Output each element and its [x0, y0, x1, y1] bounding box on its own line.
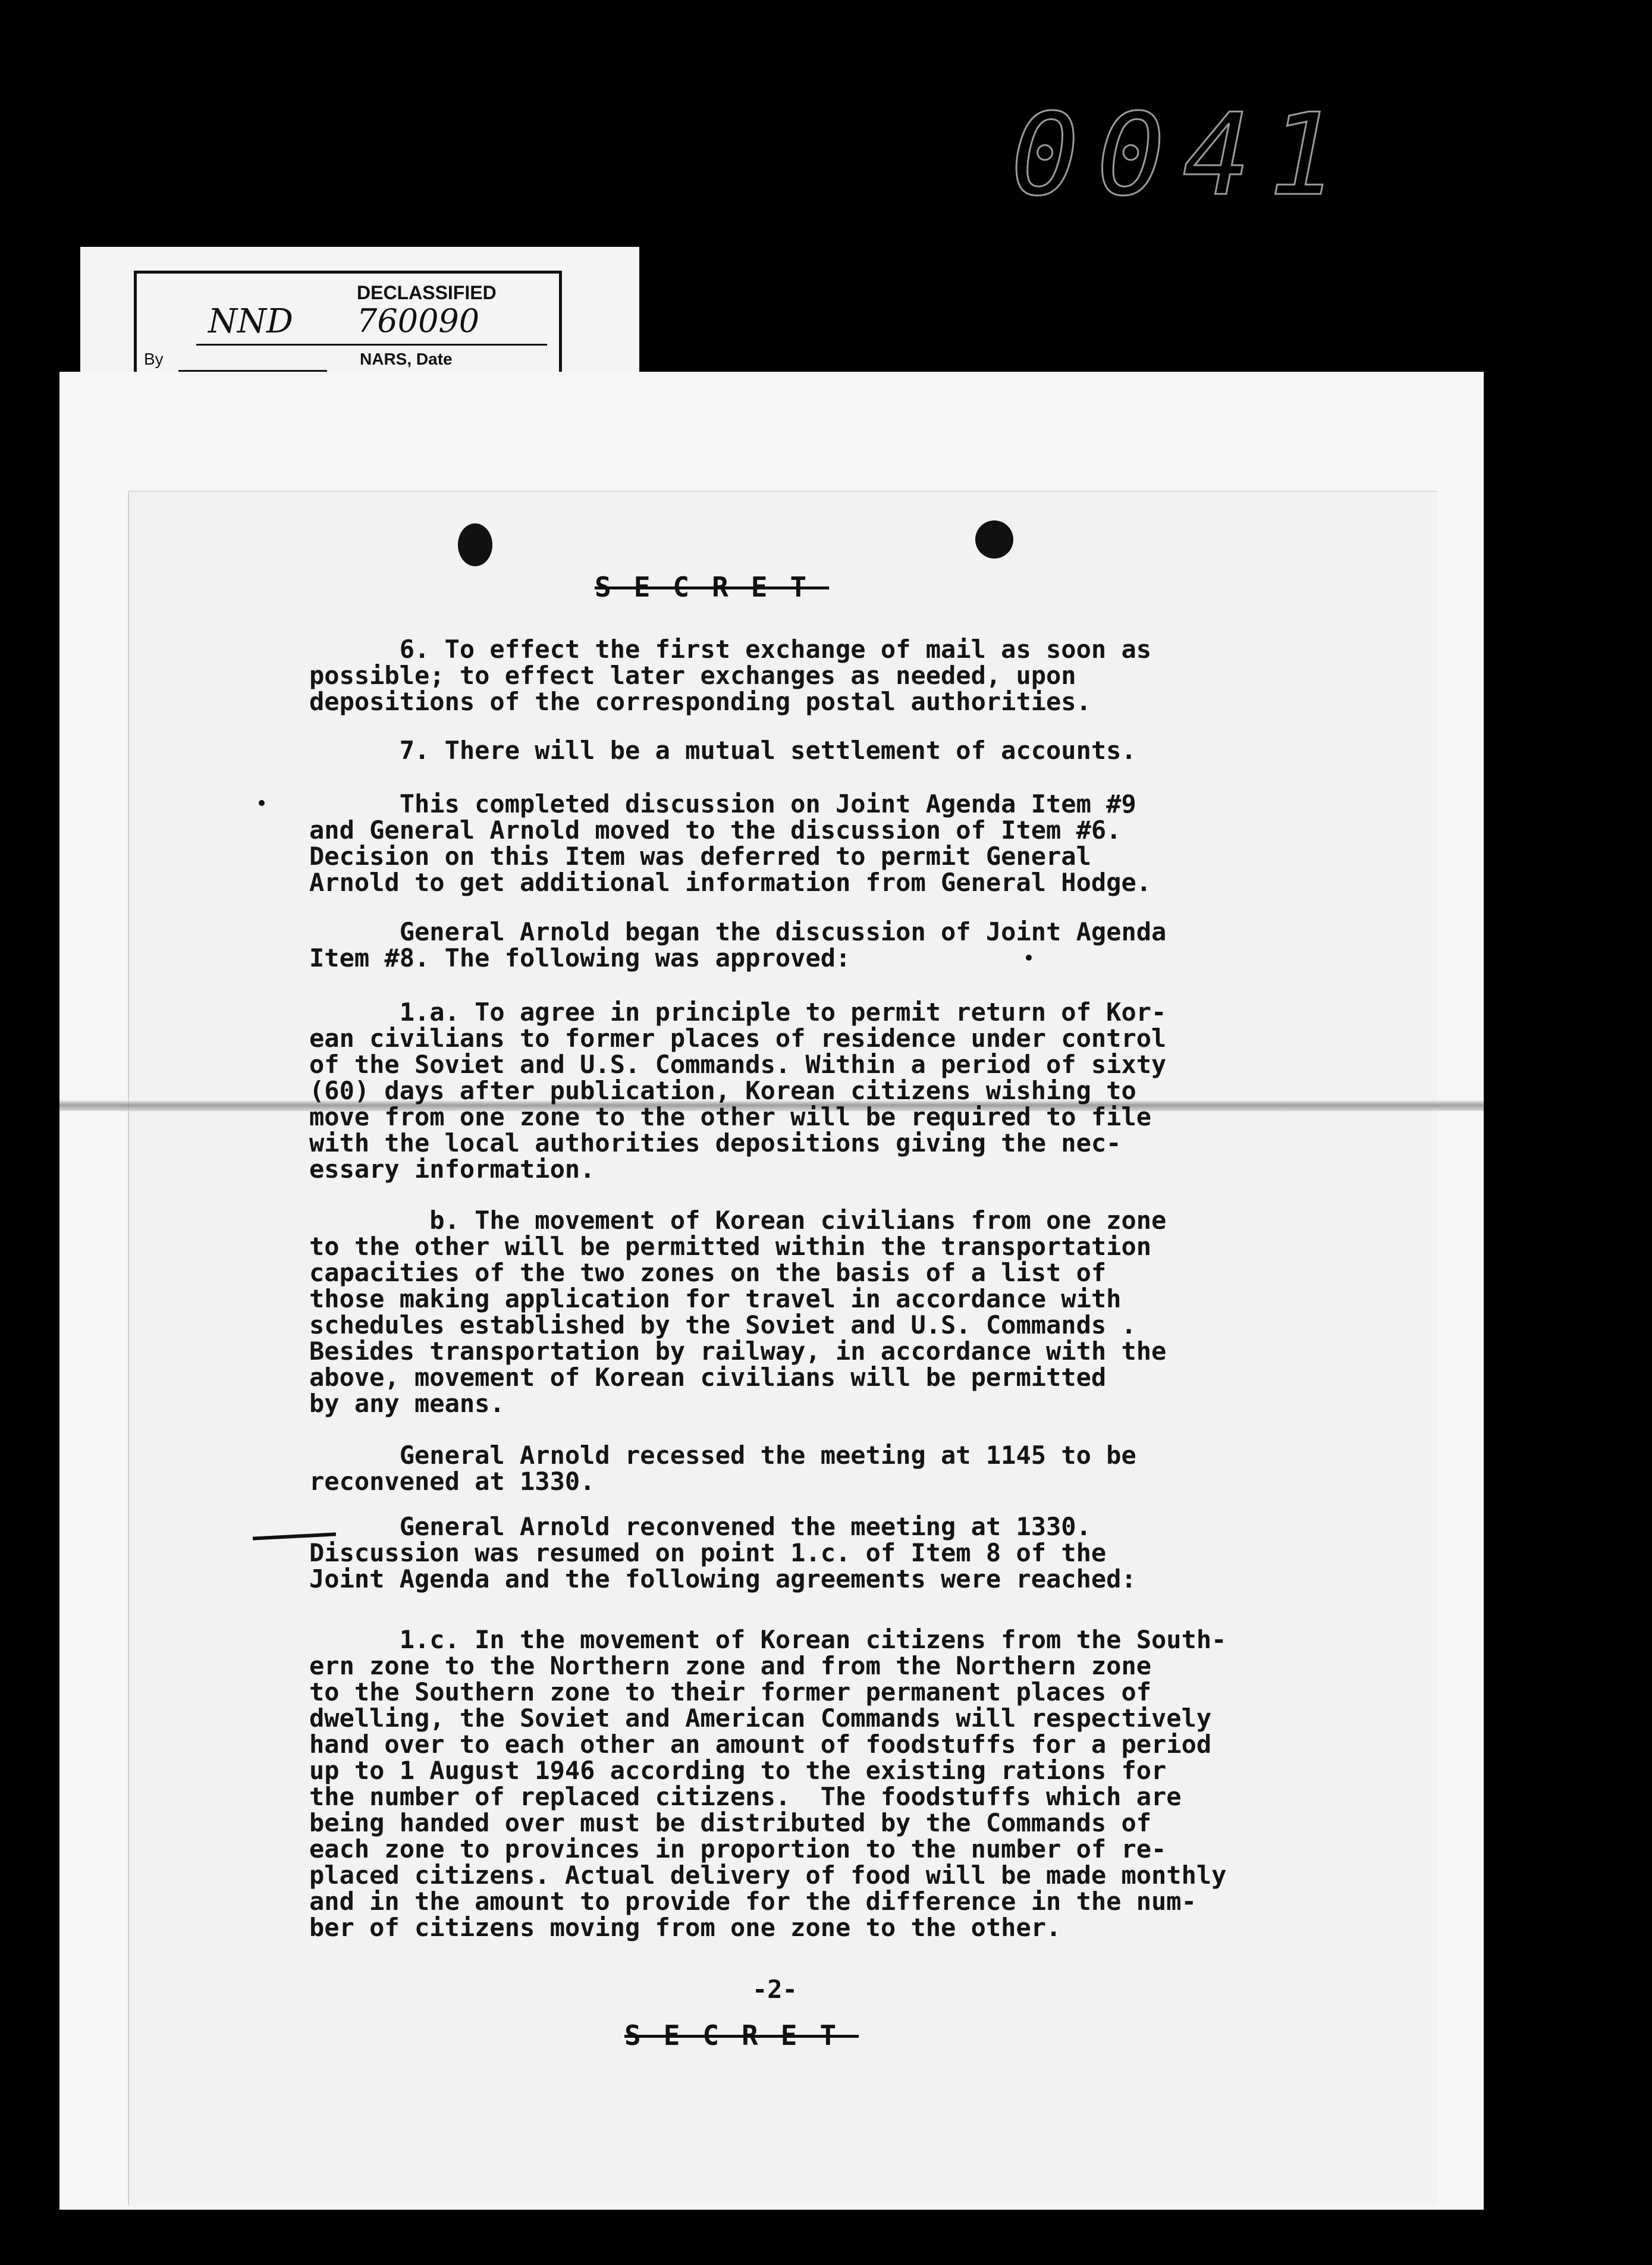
stamp-authority: NND: [208, 302, 293, 341]
secret-banner-top: SECRET: [595, 571, 830, 603]
punch-hole-right: [975, 520, 1013, 559]
paragraph-7: 7. There will be a mutual settlement of accounts.: [309, 736, 1136, 765]
stamp-number: 760090: [357, 302, 480, 340]
paragraph-1a: 1.a. To agree in principle to permit return of Kor- ean civilians to former places of residence under control of the Soviet and U.S. Commands. Within a period of sixty (60) days after publication, Korean citizens wishing to move from one zone to the other will be required to file with the local authorities depositions giving the nec- essary information.: [309, 997, 1167, 1184]
page-number: -2-: [752, 1975, 797, 2004]
paragraph-1b: b. The movement of Korean civilians from one zone to the other will be permitted within the transportation capacities of the two zones on the basis of a list of those making application for travel in accordance with schedules established by the Soviet and U.S. Commands . Besides transportation by railway, in accordance with the above, movement of Korean civilians will be permitted by any means.: [309, 1206, 1167, 1418]
declassification-stamp: [80, 247, 639, 390]
stamp-rule: [196, 344, 547, 346]
stamp-by-label: By: [144, 350, 164, 368]
secret-banner-bottom: SECRET: [624, 2019, 859, 2051]
paragraph-item-8: General Arnold began the discussion of Joint Agenda Item #8. The following was approved:: [309, 917, 1167, 972]
paragraph-reconvene: General Arnold reconvened the meeting at 1330. Discussion was resumed on point 1.c. of Item 8 of the Joint Agenda and the following agreements were reached:: [309, 1512, 1136, 1593]
paragraph-1c: 1.c. In the movement of Korean citizens from the South- ern zone to the Northern zone and from the Northern zone to the Southern zone to their former permanent places of dwelling, the Soviet and American Commands will respectively hand over to each other an amount of foodstuffs for a period up to 1 August 1946 according to the existing rations for the number of replaced citizens. The foodstuffs which are being handed over must be distributed by the Commands of each zone to provinces in proportion to the number of re- placed citizens. Actual delivery of food will be made monthly and in the amount to provide for the difference in the num- ber of citizens moving from one zone to the other.: [309, 1625, 1227, 1942]
paragraph-item-9: This completed discussion on Joint Agenda Item #9 and General Arnold moved to the discussion of Item #6. Decision on this Item was deferred to permit General Arnold to get additional information from General Hodge.: [309, 789, 1152, 897]
stamp-nars-label: NARS, Date: [360, 350, 453, 368]
paragraph-6: 6. To effect the first exchange of mail as soon as possible; to effect later exchanges as needed, upon depositions of the corresponding postal authorities.: [309, 635, 1152, 716]
stamp-border: [134, 271, 562, 381]
paragraph-recess: General Arnold recessed the meeting at 1145 to be reconvened at 1330.: [309, 1441, 1136, 1496]
ink-spot: [259, 800, 265, 806]
stamp-title: DECLASSIFIED: [357, 282, 497, 303]
frame-number: 0041: [1011, 89, 1355, 221]
punch-hole-left: [458, 523, 492, 566]
